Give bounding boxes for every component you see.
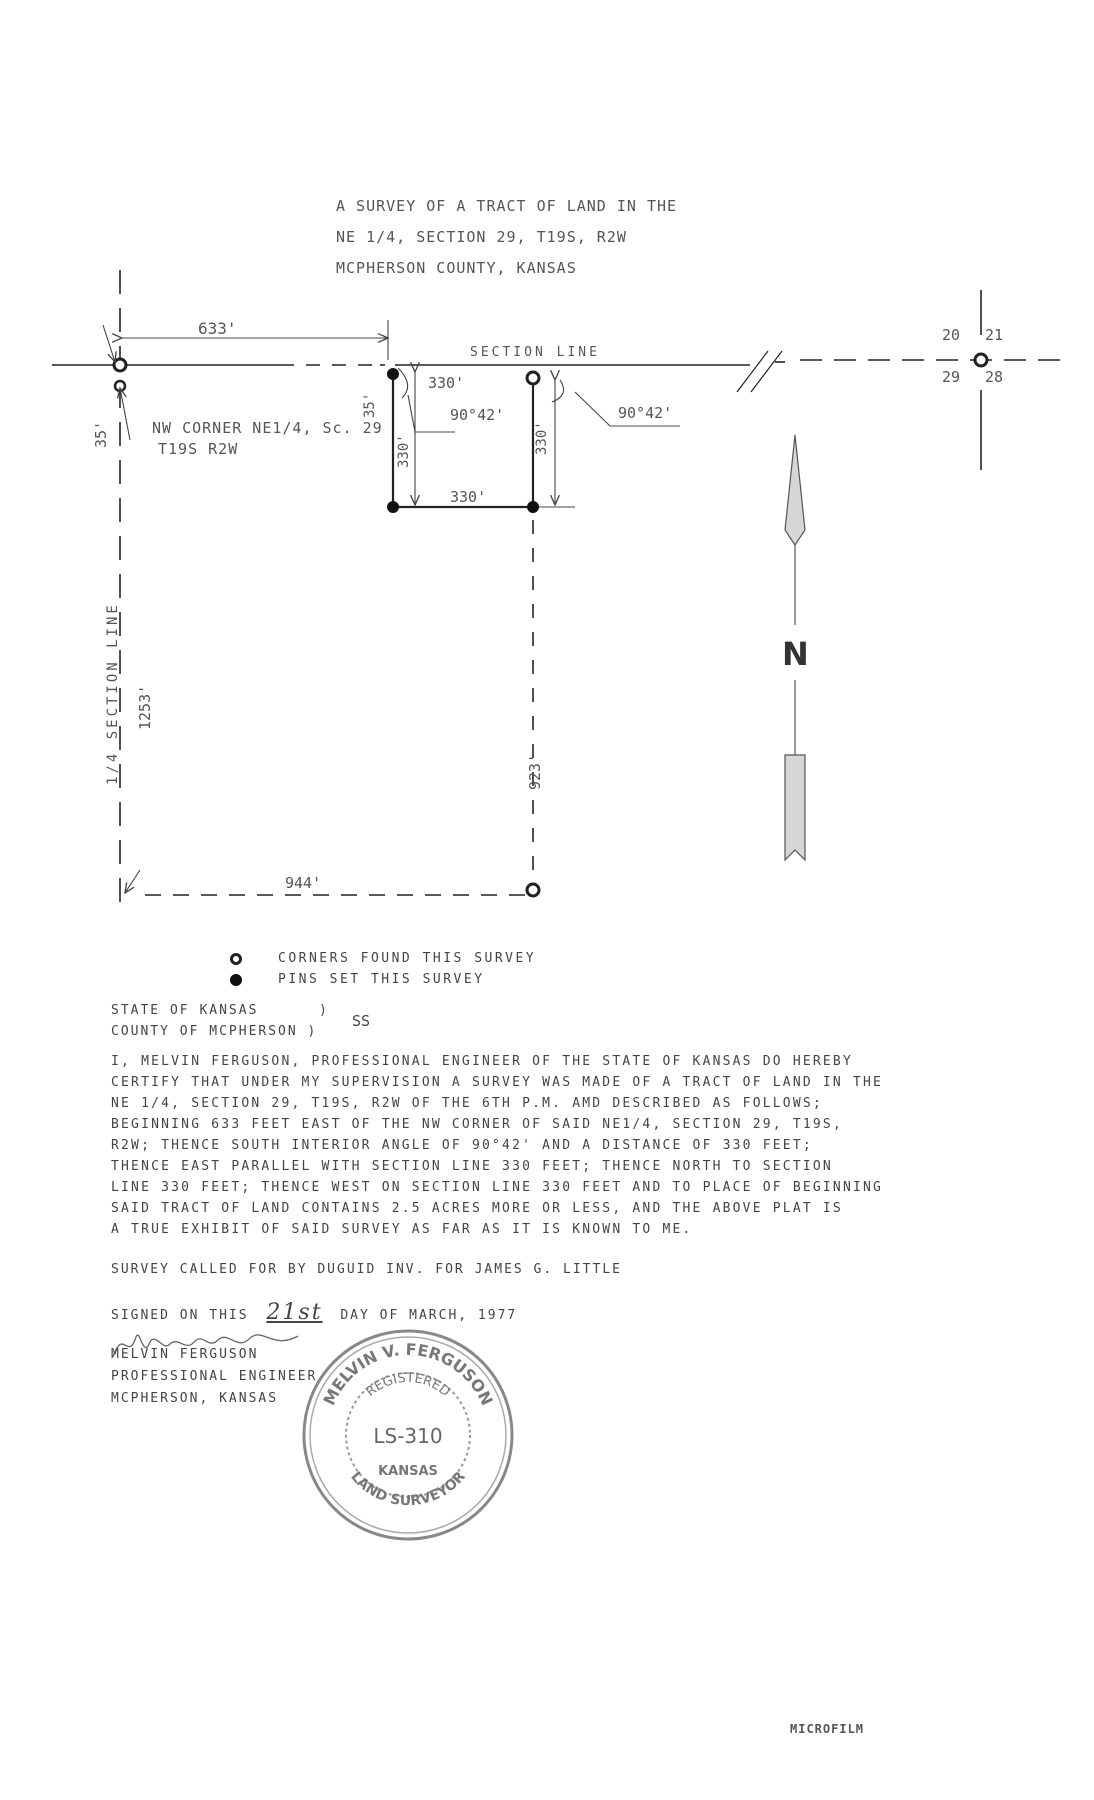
title-line-1: A SURVEY OF A TRACT OF LAND IN THE	[336, 197, 678, 215]
pin-set-marker-se	[527, 501, 539, 513]
quarter-section-line-label: 1/4 SECTION LINE	[105, 602, 121, 785]
title-line-2: NE 1/4, SECTION 29, T19S, R2W	[336, 228, 627, 246]
surveyor-seal	[298, 1325, 518, 1545]
venue-state	[111, 1003, 329, 1018]
angle-right: 90°42'	[618, 404, 673, 422]
nw-corner-label-1: NW CORNER NE1/4, Sc. 29	[152, 419, 383, 437]
nw-corner-label-2: T19S R2W	[158, 440, 239, 458]
venue-county	[111, 1024, 317, 1039]
signer-title: PROFESSIONAL ENGINEER	[111, 1369, 318, 1384]
section-line-label: SECTION LINE	[470, 345, 600, 360]
title-line-3: MCPHERSON COUNTY, KANSAS	[336, 259, 577, 277]
cert-line-3: NE 1/4, SECTION 29, T19S, R2W OF THE 6TH P.M. AMD DESCRIBED AS FOLLOWS;	[111, 1096, 823, 1111]
corner-label-21: 21	[985, 326, 1004, 344]
cert-line-4: BEGINNING 633 FEET EAST OF THE NW CORNER OF SAID NE1/4, SECTION 29, T19S,	[111, 1117, 843, 1132]
signed-day: 21st	[266, 1300, 323, 1325]
north-label: N	[782, 635, 809, 673]
cert-line-1: I, MELVIN FERGUSON, PROFESSIONAL ENGINEER OF THE STATE OF KANSAS DO HEREBY	[111, 1054, 853, 1069]
dim-330-top: 330'	[428, 374, 465, 392]
dim-35-left: 35'	[92, 420, 110, 448]
dim-1253: 1253'	[136, 684, 154, 730]
venue-paren-2: )	[307, 1024, 318, 1039]
corner-found-marker-se	[527, 884, 539, 896]
cert-line-8: SAID TRACT OF LAND CONTAINS 2.5 ACRES MORE OR LESS, AND THE ABOVE PLAT IS	[111, 1201, 843, 1216]
dim-330-south: 330'	[450, 488, 487, 506]
signed-suffix: DAY OF MARCH, 1977	[340, 1308, 518, 1323]
signer-city: MCPHERSON, KANSAS	[111, 1391, 279, 1406]
cert-line-5: R2W; THENCE SOUTH INTERIOR ANGLE OF 90°42' AND A DISTANCE OF 330 FEET;	[111, 1138, 813, 1153]
corner-label-20: 20	[942, 326, 961, 344]
cert-line-9: A TRUE EXHIBIT OF SAID SURVEY AS FAR AS IT IS KNOWN TO ME.	[111, 1222, 693, 1237]
venue-ss: SS	[352, 1012, 371, 1030]
cert-line-7: LINE 330 FEET; THENCE WEST ON SECTION LINE 330 FEET AND TO PLACE OF BEGINNING	[111, 1180, 884, 1195]
dim-633: 633'	[198, 319, 237, 338]
dim-330-west: 330'	[396, 434, 412, 468]
angle-left: 90°42'	[450, 406, 505, 424]
legend-corners-found-label: CORNERS FOUND THIS SURVEY	[278, 951, 537, 966]
pin-set-marker-nw	[387, 368, 399, 380]
microfilm-stamp: MICROFILM	[790, 1722, 865, 1736]
cert-line-6: THENCE EAST PARALLEL WITH SECTION LINE 330 FEET; THENCE NORTH TO SECTION	[111, 1159, 833, 1174]
dim-923: 923'	[526, 753, 544, 790]
corner-found-marker-ne-tract	[527, 372, 539, 384]
corner-found-marker-nw	[114, 359, 126, 371]
legend-corners-found	[230, 951, 536, 966]
pin-set-marker-sw	[387, 501, 399, 513]
called-for: SURVEY CALLED FOR BY DUGUID INV. FOR JAMES G. LITTLE	[111, 1262, 622, 1277]
signer-block	[111, 1344, 317, 1410]
svg-text:MELVIN V. FERGUSON: MELVIN V. FERGUSON	[319, 1339, 497, 1409]
filled-circle-icon	[230, 974, 242, 986]
svg-text:LAND SURVEYOR: LAND SURVEYOR	[347, 1468, 469, 1510]
svg-text:LS-310: LS-310	[373, 1424, 443, 1448]
open-circle-icon	[230, 953, 242, 965]
venue-county-label: COUNTY OF MCPHERSON	[111, 1024, 298, 1039]
dim-330-east: 330'	[534, 421, 550, 455]
venue-paren-1: )	[319, 1003, 329, 1018]
cert-line-2: CERTIFY THAT UNDER MY SUPERVISION A SURVEY WAS MADE OF A TRACT OF LAND IN THE	[111, 1075, 884, 1090]
corner-found-marker-ne	[975, 354, 987, 366]
dim-35-tract: 35'	[362, 392, 378, 418]
legend-pins-set-label: PINS SET THIS SURVEY	[278, 972, 485, 987]
certificate-text	[111, 1051, 931, 1240]
signer-name: MELVIN FERGUSON	[111, 1347, 259, 1362]
corner-label-29: 29	[942, 368, 961, 386]
signed-prefix: SIGNED ON THIS	[111, 1308, 249, 1323]
svg-text:KANSAS: KANSAS	[378, 1464, 438, 1479]
corner-label-28: 28	[985, 368, 1004, 386]
legend-pins-set	[230, 972, 485, 987]
venue-state-label: STATE OF KANSAS	[111, 1003, 259, 1018]
dim-944: 944'	[285, 874, 322, 892]
svg-text:REGISTERED: REGISTERED	[363, 1370, 453, 1400]
